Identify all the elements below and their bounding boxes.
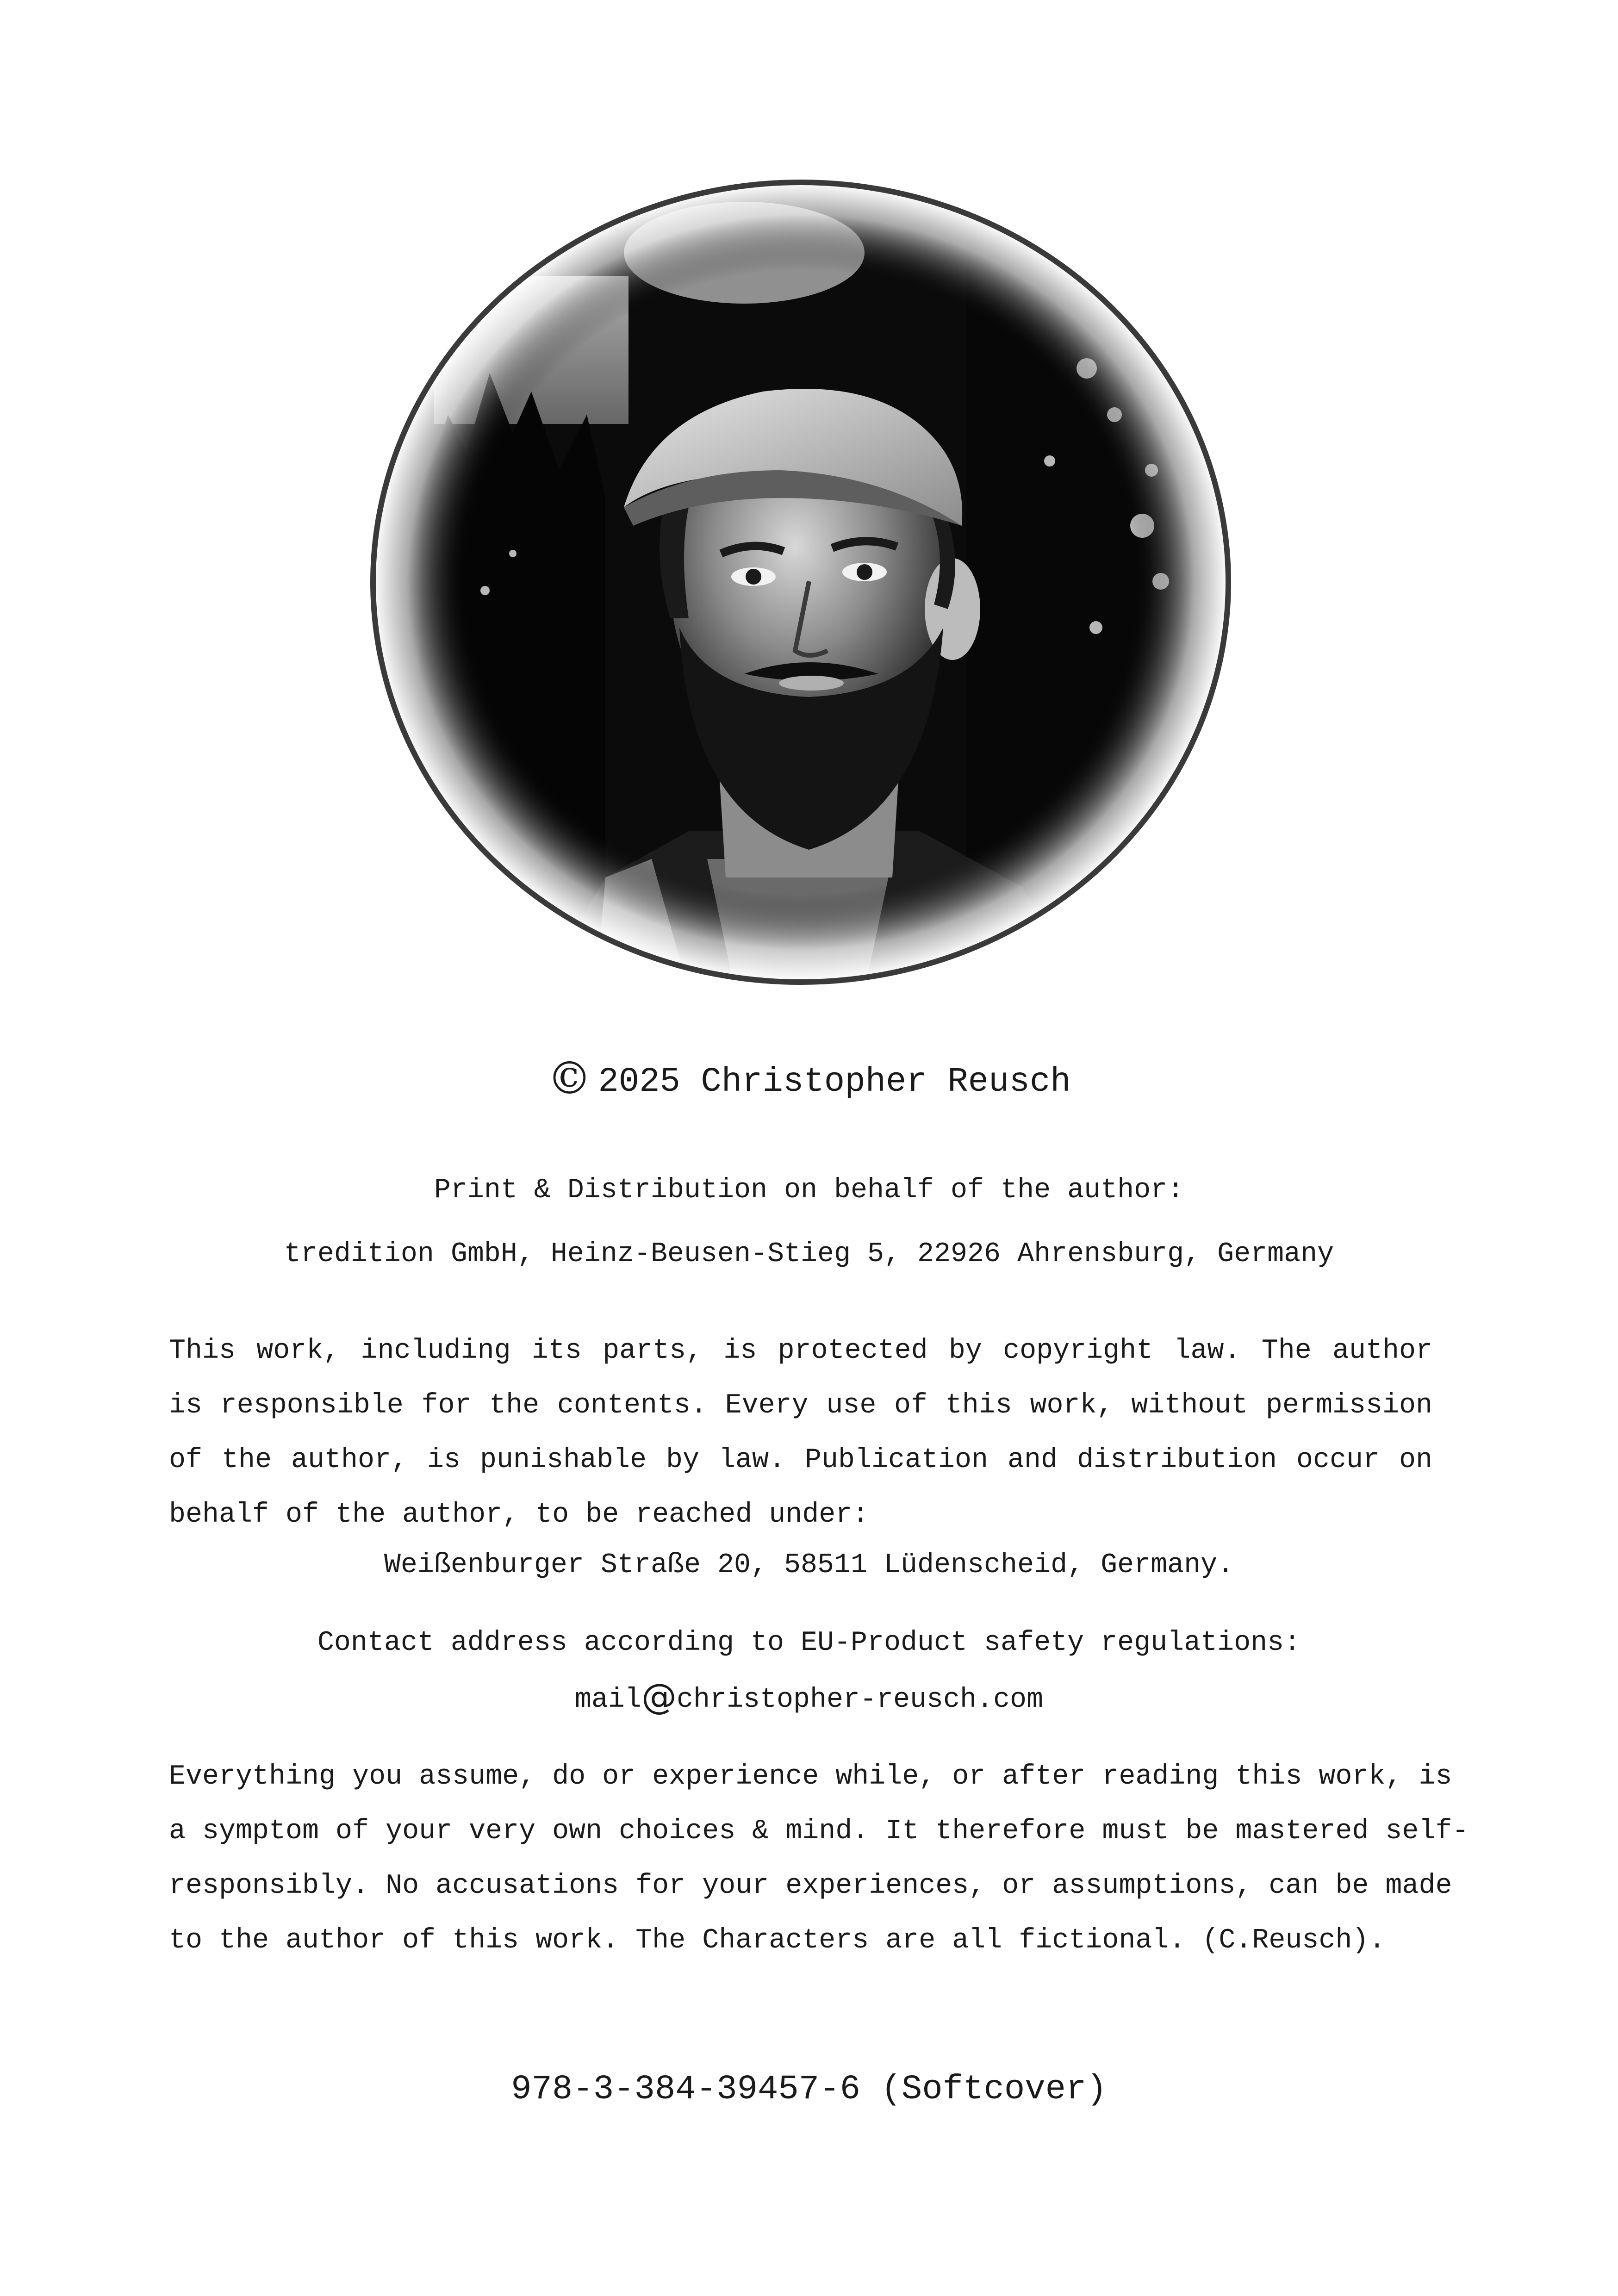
legal-line: This work, including its parts, is protected by copyright law. The author: [169, 1335, 1432, 1367]
legal-line: is responsible for the contents. Every use of this work, without permission: [169, 1390, 1432, 1421]
portrait-image: [365, 174, 1237, 990]
disclaimer-line: a symptom of your very own choices & mind. It therefore must be mastered self-: [169, 1816, 1469, 1847]
at-sign-icon: @: [641, 1676, 677, 1717]
email-user: mail: [574, 1684, 641, 1716]
disclaimer-line: to the author of this work. The Characters are all fictional. (C.Reusch).: [169, 1925, 1386, 1956]
contact-heading: Contact address according to EU-Product safety regulations:: [317, 1627, 1301, 1659]
copyright-icon: ©: [547, 1052, 592, 1104]
publisher-line-2: tredition GmbH, Heinz-Beusen-Stieg 5, 22926 Ahrensburg, Germany: [284, 1238, 1334, 1270]
copyright-text: 2025 Christopher Reusch: [598, 1063, 1071, 1101]
disclaimer-paragraph: [169, 1749, 1469, 1968]
legal-paragraph: [169, 1324, 1432, 1542]
disclaimer-line: responsibly. No accusations for your experiences, or assumptions, can be made: [169, 1870, 1452, 1902]
legal-line: behalf of the author, to be reached under:: [169, 1499, 869, 1531]
legal-line: of the author, is punishable by law. Publication and distribution occur on: [169, 1444, 1432, 1476]
disclaimer-line: Everything you assume, do or experience while, or after reading this work, is: [169, 1761, 1452, 1792]
author-portrait: [365, 174, 1237, 990]
copyright-line: [0, 1052, 1618, 1104]
publisher-line-1: Print & Distribution on behalf of the author:: [434, 1175, 1184, 1206]
isbn: 978-3-384-39457-6 (Softcover): [511, 2070, 1107, 2109]
contact-email[interactable]: [0, 1678, 1618, 1718]
author-address: Weißenburger Straße 20, 58511 Lüdenscheid, Germany.: [384, 1549, 1234, 1581]
email-domain: christopher-reusch.com: [676, 1684, 1044, 1716]
